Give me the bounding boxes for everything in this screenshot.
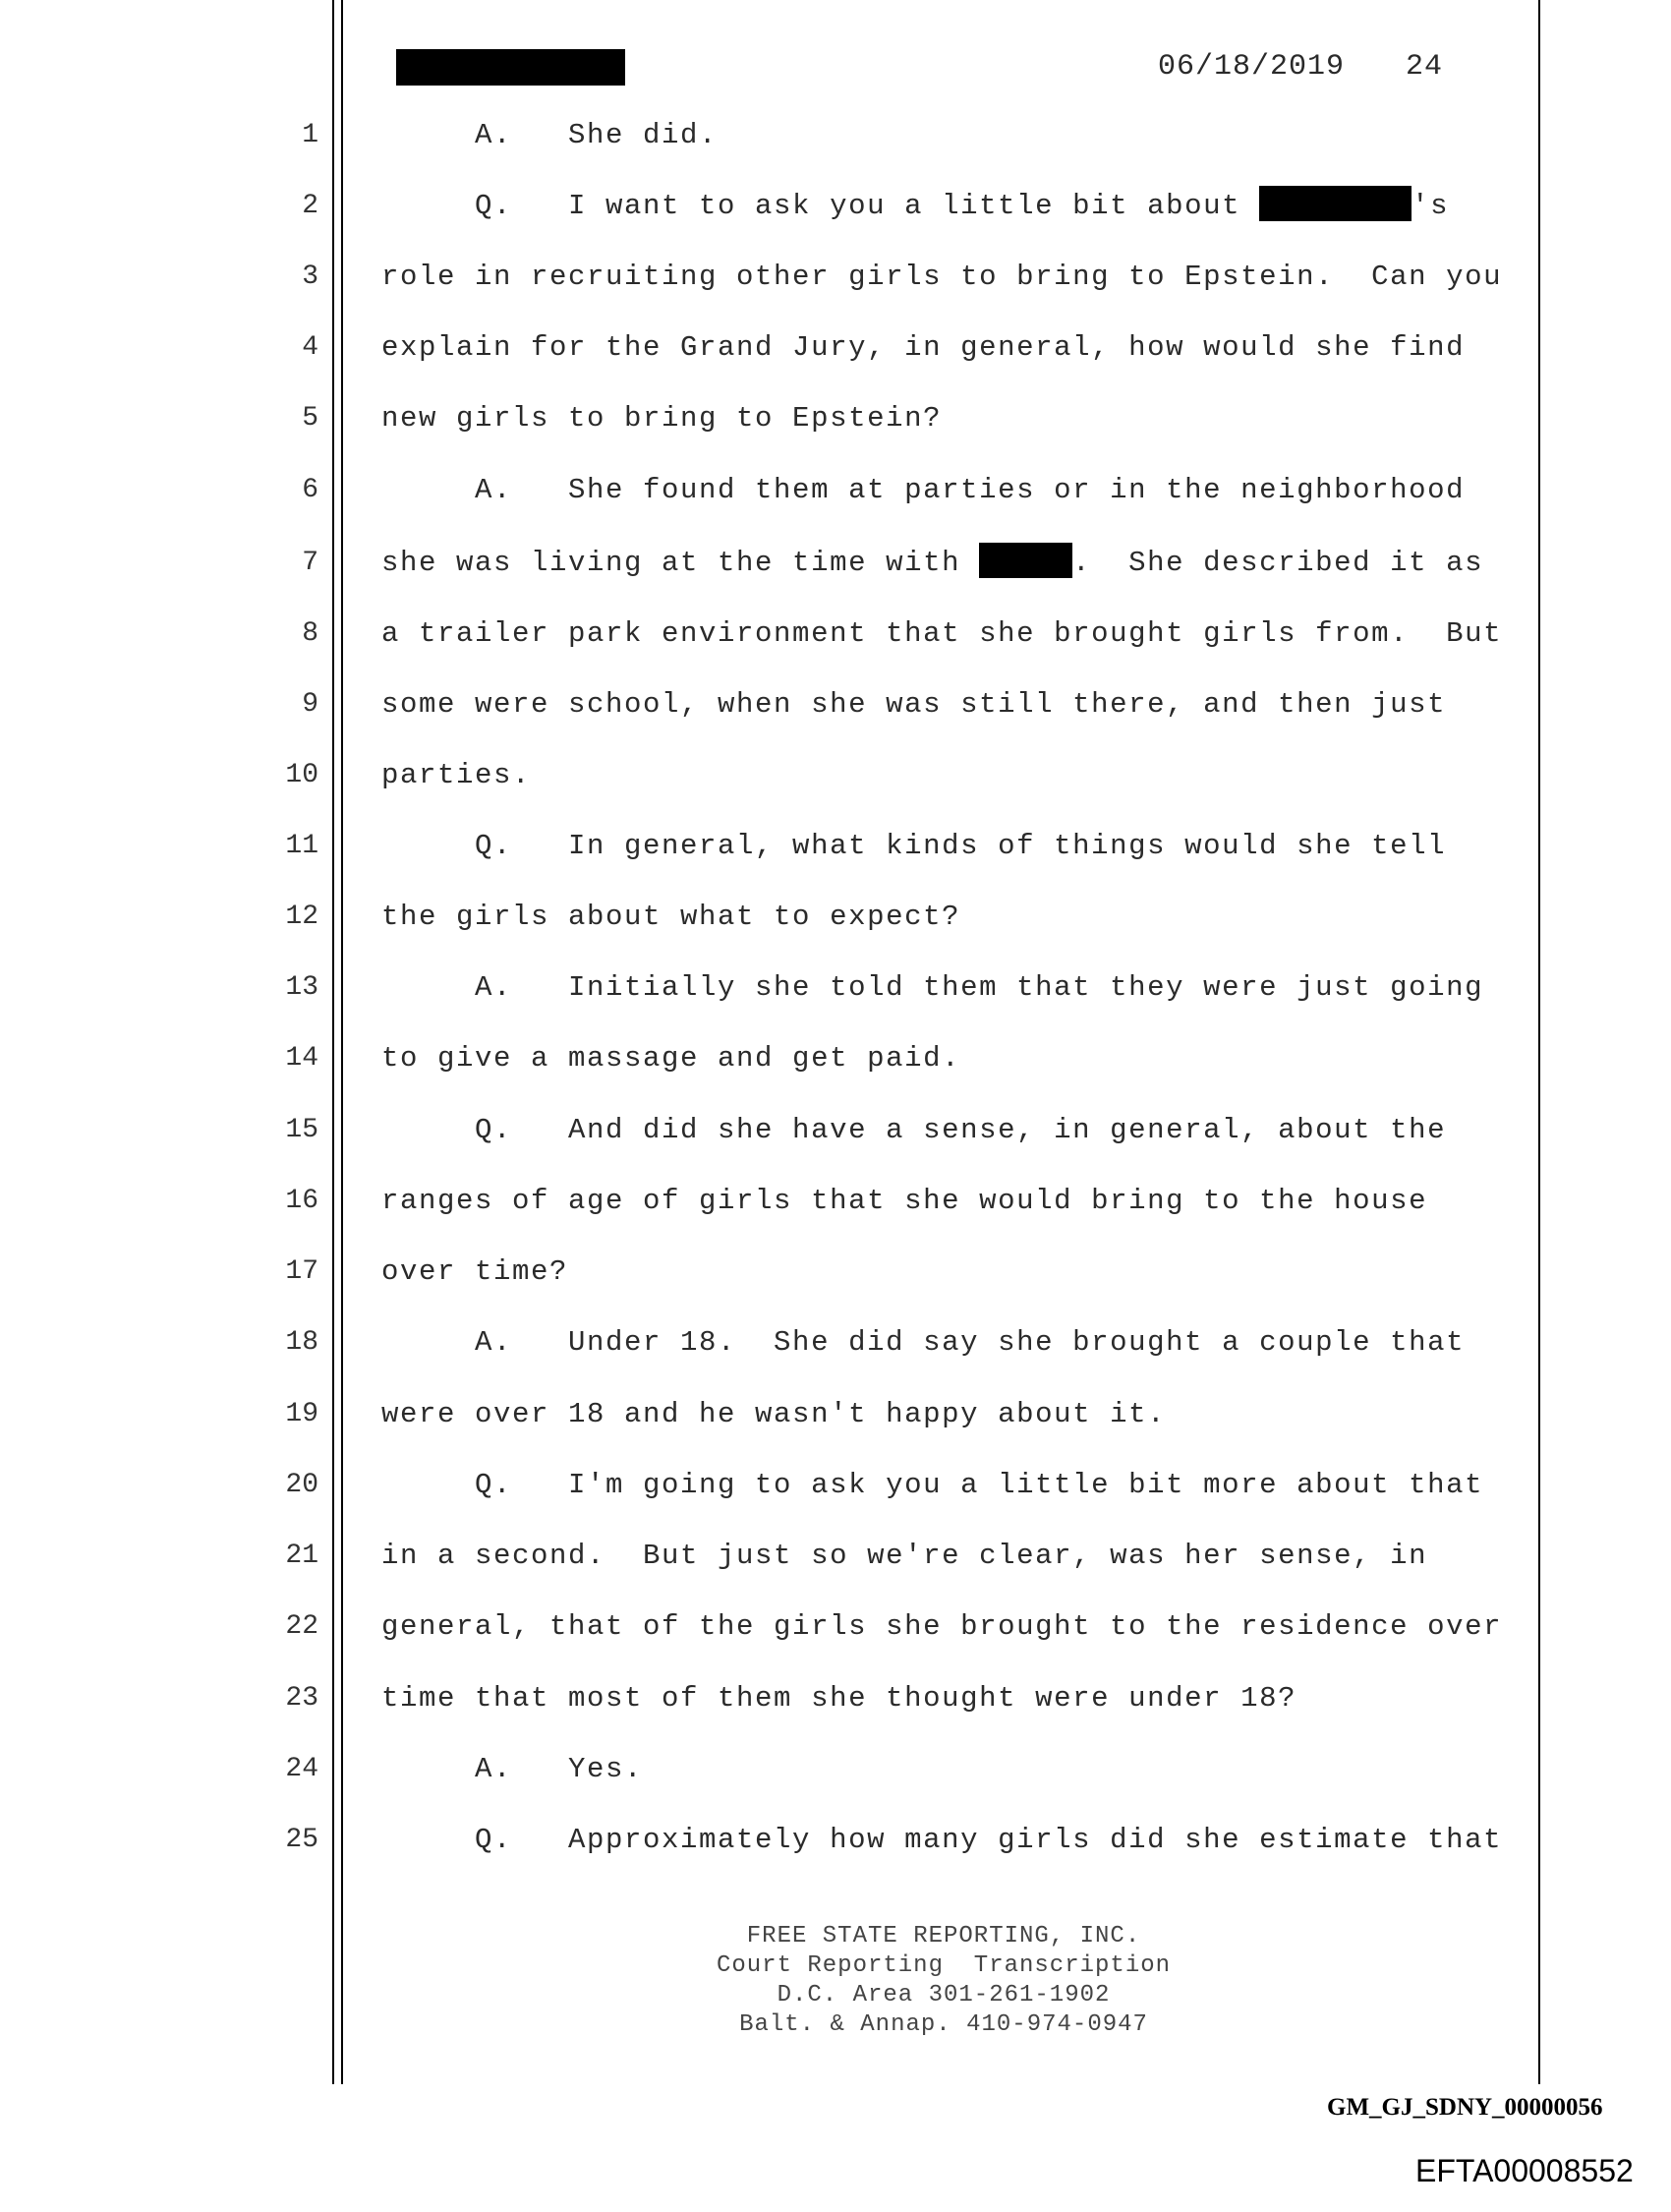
transcript-line [381,544,1483,583]
margin-rule-left-inner [341,0,343,2084]
line-number: 23 [285,1683,318,1714]
line-text: Q. I want to ask you a little bit about [381,190,1260,222]
transcript-line [381,116,718,155]
transcript-line [381,827,1446,866]
line-text: general, that of the girls she brought to the residence over [381,1610,1503,1643]
footer-phone-balt: Balt. & Annap. 410-974-0947 [739,2011,1148,2038]
transcript-line [381,898,960,937]
transcript-line [381,258,1502,297]
line-text: over time? [381,1255,569,1288]
footer-phone-dc: D.C. Area 301-261-1902 [777,1982,1111,2008]
line-text: Q. Approximately how many girls did she estimate that [381,1824,1503,1856]
redaction-block [979,543,1072,578]
redaction-block [1259,186,1412,221]
transcript-line [381,399,942,438]
transcript-line [381,187,1449,226]
line-text: a trailer park environment that she brought girls from. But [381,617,1503,650]
line-number: 13 [285,972,318,1003]
transcript-line [381,1537,1427,1576]
line-text: some were school, when she was still there, and then just [381,688,1447,721]
redaction-block [396,49,625,86]
line-number: 4 [302,332,318,363]
line-number: 18 [285,1327,318,1358]
line-number: 19 [285,1399,318,1429]
transcript-line [381,471,1465,510]
line-text: A. She did. [381,119,719,151]
line-text: Q. I'm going to ask you a little bit more about that [381,1469,1484,1501]
line-text: time that most of them she thought were under 18? [381,1682,1297,1715]
line-number: 5 [302,403,318,434]
line-number: 21 [285,1541,318,1571]
line-text: Q. And did she have a sense, in general, about the [381,1114,1447,1146]
line-text: she was living at the time with [381,547,980,579]
line-number: 15 [285,1115,318,1145]
transcript-line [381,756,531,795]
line-number: 22 [285,1611,318,1642]
line-number: 6 [302,475,318,505]
transcript-line [381,685,1446,725]
line-number: 7 [302,548,318,578]
line-number: 3 [302,262,318,292]
transcript-line [381,1466,1483,1505]
page-header [0,45,1671,88]
margin-rule-right [1538,0,1540,2084]
line-number: 1 [302,120,318,150]
line-text: to give a massage and get paid. [381,1042,961,1075]
line-text: A. Yes. [381,1753,644,1785]
line-number: 17 [285,1256,318,1287]
transcript-line [381,1750,643,1789]
line-text-continued: . She described it as [1072,547,1484,579]
transcript-line [381,1039,960,1078]
margin-rule-left [332,0,334,2084]
line-number: 16 [285,1186,318,1216]
line-text: were over 18 and he wasn't happy about it. [381,1398,1167,1430]
transcript-date: 06/18/2019 [1158,50,1346,84]
line-number: 12 [285,902,318,932]
transcript-line [381,968,1483,1008]
line-text: role in recruiting other girls to bring to Epstein. Can you [381,261,1503,293]
transcript-line [381,1111,1446,1150]
line-text: A. Under 18. She did say she brought a couple that [381,1326,1466,1359]
line-text: Q. In general, what kinds of things would she tell [381,830,1447,862]
line-number: 25 [285,1825,318,1855]
line-number: 20 [285,1470,318,1500]
line-text: in a second. But just so we're clear, was her sense, in [381,1540,1428,1572]
line-text: A. She found them at parties or in the neighborhood [381,474,1466,506]
transcript-line [381,1252,568,1292]
line-number: 2 [302,191,318,221]
transcript-line [381,1821,1502,1860]
document-id: EFTA00008552 [1415,2153,1634,2188]
line-text: the girls about what to expect? [381,901,961,933]
page-number: 24 [1406,50,1444,84]
line-number: 10 [285,760,318,790]
line-text: new girls to bring to Epstein? [381,402,943,435]
transcript-line [381,1679,1296,1718]
line-text: A. Initially she told them that they were just going [381,971,1484,1004]
transcript-line [381,1323,1465,1363]
transcript-line [381,1607,1502,1647]
line-number: 9 [302,689,318,720]
line-text-continued: 's [1412,190,1450,222]
bates-number: GM_GJ_SDNY_00000056 [1327,2094,1603,2121]
line-text: explain for the Grand Jury, in general, how would she find [381,331,1466,364]
line-number: 24 [285,1754,318,1784]
transcript-line [381,614,1502,654]
transcript-line [381,328,1465,368]
transcript-line [381,1182,1427,1221]
reporter-footer [629,1922,1258,2040]
line-number: 8 [302,618,318,649]
line-number: 14 [285,1043,318,1074]
line-text: ranges of age of girls that she would bring to the house [381,1185,1428,1217]
line-text: parties. [381,759,532,791]
footer-company: FREE STATE REPORTING, INC. [746,1923,1141,1950]
transcript-line [381,1395,1166,1434]
line-number: 11 [285,831,318,861]
footer-services: Court Reporting Transcription [716,1952,1172,1979]
